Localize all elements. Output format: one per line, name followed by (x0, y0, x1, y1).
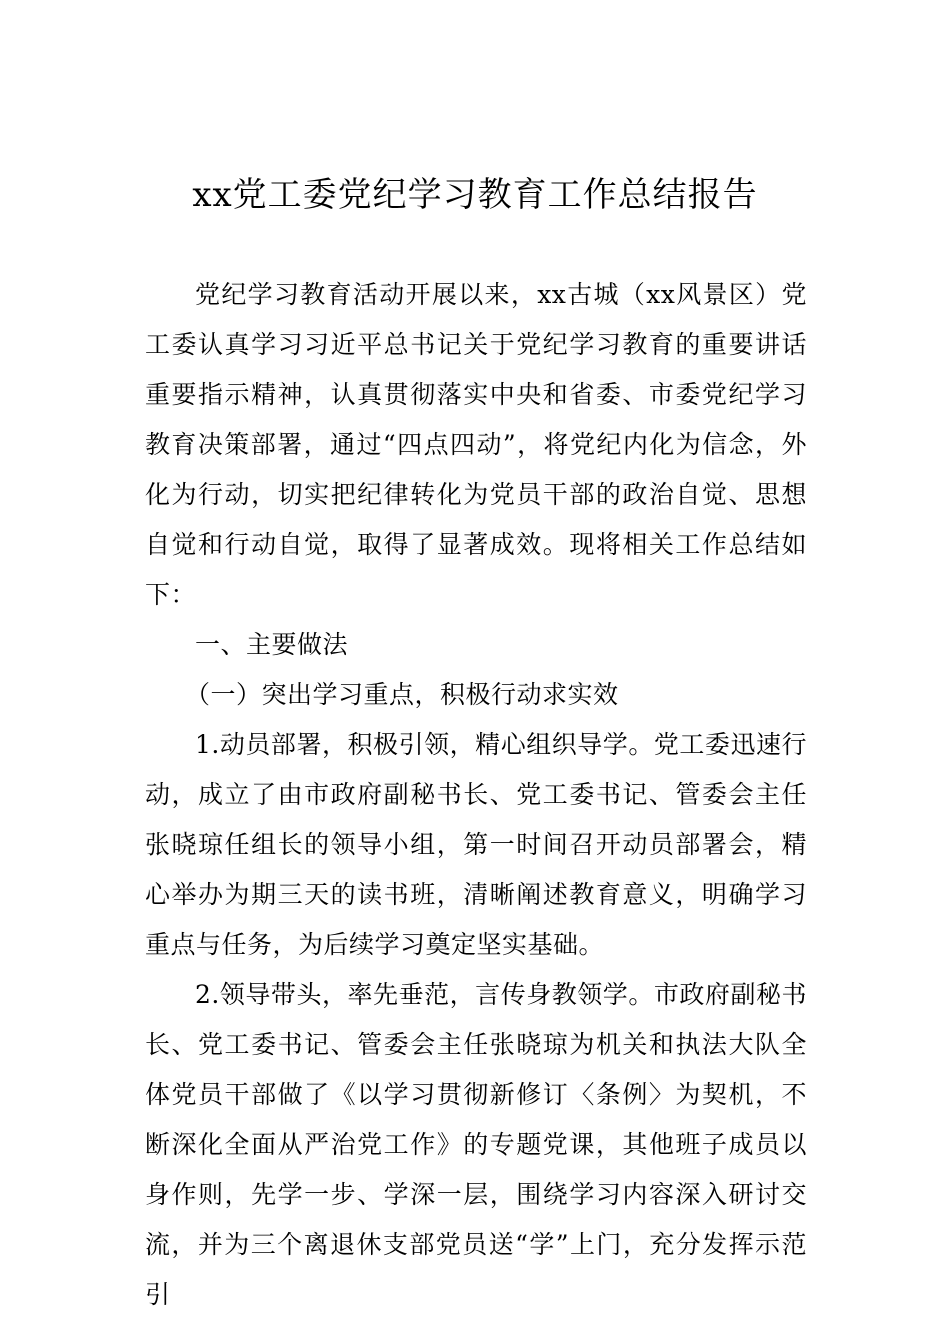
item-1-paragraph: 1.动员部署，积极引领，精心组织导学。党工委迅速行动，成立了由市政府副秘书长、党工委书记、管委会主任张晓琼任组长的领导小组，第一时间召开动员部署会，精心举办为期三天的读书班，清晰阐述教育意义，明确学习重点与任务，为后续学习奠定坚实基础。 (145, 730, 807, 959)
subsection-heading: （一）突出学习重点，积极行动求实效 (185, 680, 619, 709)
intro-paragraph: 党纪学习教育活动开展以来，xx古城（xx风景区）党工委认真学习习近平总书记关于党纪学习教育的重要讲话重要指示精神，认真贯彻落实中央和省委、市委党纪学习教育决策部署，通过“四点四动”，将党纪内化为信念，外化为行动，切实把纪律转化为党员干部的政治自觉、思想自觉和行动自觉，取得了显著成效。现将相关工作总结如下： (145, 280, 807, 609)
section-heading: 一、主要做法 (195, 630, 349, 659)
document-title: xx党工委党纪学习教育工作总结报告 (192, 175, 758, 215)
document-body (145, 270, 807, 1320)
item-2-paragraph: 2.领导带头，率先垂范，言传身教领学。市政府副秘书长、党工委书记、管委会主任张晓琼为机关和执法大队全体党员干部做了《以学习贯彻新修订〈条例〉为契机，不断深化全面从严治党工作》的专题党课，其他班子成员以身作则，先学一步、学深一层，围绕学习内容深入研讨交流，并为三个离退休支部党员送“学”上门，充分发挥示范引 (145, 980, 807, 1309)
